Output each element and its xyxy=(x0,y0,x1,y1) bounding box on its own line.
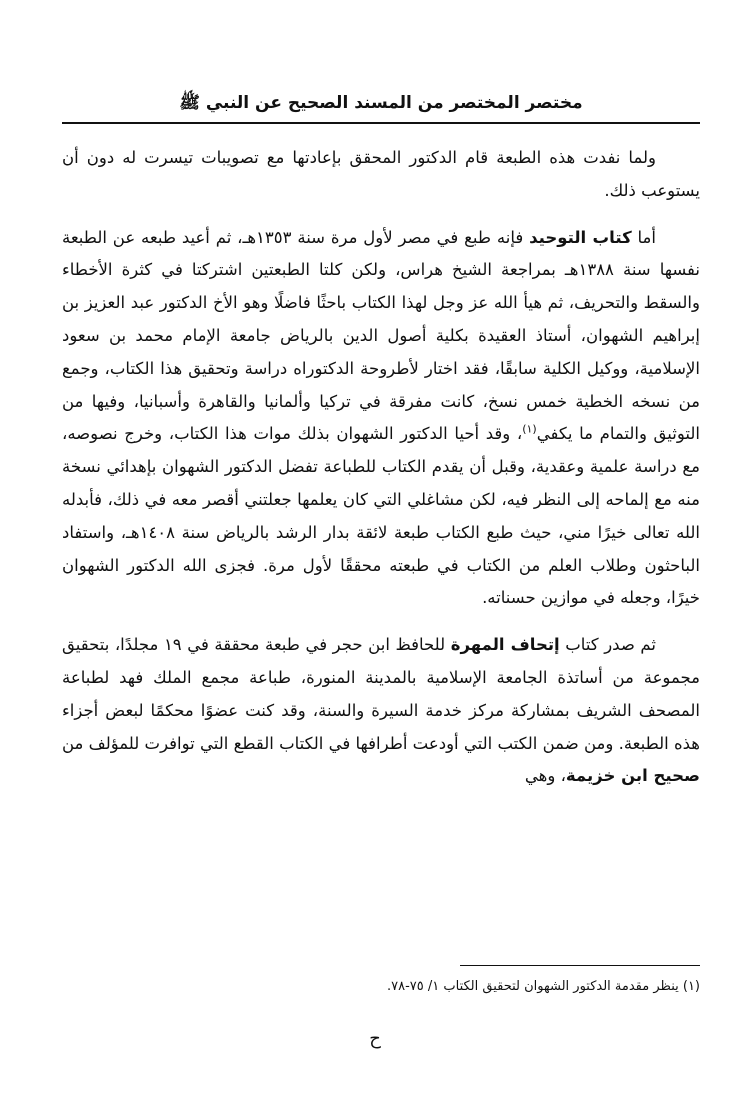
paragraph-2-text-b: ، وقد أحيا الدكتور الشهوان بذلك موات هذا الكتاب، وخرج نصوصه، مع دراسة علمية وعقدية، وقبل أن يقدم الكتاب للطباعة تفضل الدكتور الشهوان بإهدائي نسخة منه مع إلماحه إلى النظر فيه، لكن مشاغلي التي كان يعلمها جعلتني أقصر معه في ذلك، فأبدله الله تعالى خيرًا مني، حيث طبع الكتاب طبعة لائقة بدار الرشد بالرياض سنة ١٤٠٨هـ، واستفاد الباحثون وطلاب العلم من الكتاب في طبعته محققًا لأول مرة. فجزى الله الدكتور الشهوان خيرًا، وجعله في موازين حسناته. xyxy=(62,424,700,608)
paragraph-3 xyxy=(62,629,700,793)
body-text xyxy=(62,142,700,793)
footnote: (١) ينظر مقدمة الدكتور الشهوان لتحقيق الكتاب ١/ ٧٥-٧٨. xyxy=(386,979,700,994)
book-title-ithaf-al-mahara: إتحاف المهرة xyxy=(450,635,560,655)
paragraph-2-lead: أما xyxy=(637,227,656,247)
running-header: مختصر المختصر من المسند الصحيح عن النبي ﷺ xyxy=(62,88,700,124)
paragraph-3-text-b: ، وهي xyxy=(524,766,566,786)
page-number: ح xyxy=(369,1028,381,1049)
footnote-divider xyxy=(460,965,700,966)
footnote-reference[interactable]: (١) xyxy=(522,422,537,436)
paragraph-1: ولما نفدت هذه الطبعة قام الدكتور المحقق بإعادتها مع تصويبات تيسرت له دون أن يستوعب ذلك. xyxy=(62,148,700,200)
book-title-kitab-al-tawhid: كتاب التوحيد xyxy=(529,227,632,247)
paragraph-3-text-a: للحافظ ابن حجر في طبعة محققة في ١٩ مجلدًا، بتحقيق مجموعة من أساتذة الجامعة الإسلامية بالمدينة المنورة، طباعة مجمع الملك فهد لطباعة المصحف الشريف بمشاركة مركز خدمة السيرة والسنة، وقد كنت عضوًا محكمًا لبعض أجزاء هذه الطبعة. ومن ضمن الكتب التي أودعت أطرافها في الكتاب القطع التي توافرت للمؤلف من xyxy=(61,635,700,753)
book-title-sahih-ibn-khuzayma: صحيح ابن خزيمة xyxy=(565,766,700,786)
paragraph-3-lead: ثم صدر كتاب xyxy=(565,635,656,655)
paragraph-2-text-a: فإنه طبع في مصر لأول مرة سنة ١٣٥٣هـ، ثم أعيد طبعه عن الطبعة نفسها سنة ١٣٨٨هـ بمراجعة الشيخ هراس، ولكن كلتا الطبعتين اشتركتا في كثرة الأخطاء والسقط والتحريف، ثم هيأ الله عز وجل لهذا الكتاب باحثًا فاضلًا وهو الأخ الدكتور عبد العزيز بن إبراهيم الشهوان، أستاذ العقيدة بكلية أصول الدين بالرياض جامعة الإمام محمد بن سعود الإسلامية، ووكيل الكلية سابقًا، فقد اختار لأطروحة الدكتوراه دراسة وتحقيق هذا الكتاب، وجمع من نسخه الخطية خمس نسخ، كانت مفرقة في تركيا وألمانيا والقاهرة وأسبانيا، وفيها من التوثيق والتمام ما يكفي xyxy=(62,227,700,444)
paragraph-2 xyxy=(62,222,700,616)
